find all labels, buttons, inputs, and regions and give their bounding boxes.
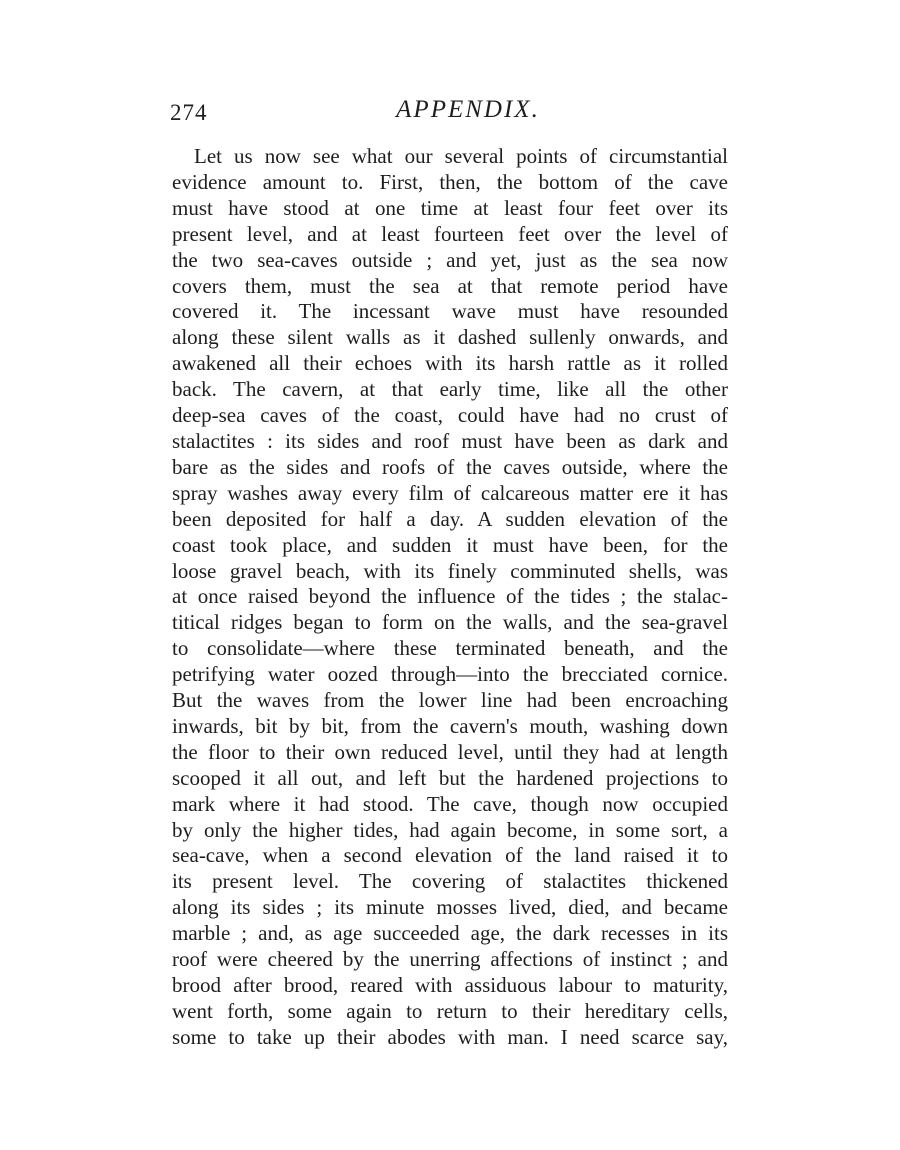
text-line: scooped it all out, and left but the hardened projections to [172, 765, 728, 790]
text-line: to consolidate—where these terminated beneath, and the [172, 636, 728, 661]
text-line: roof were cheered by the unerring affections of instinct ; and [172, 947, 728, 972]
text-line: mark where it had stood. The cave, though now occupied [172, 791, 728, 816]
text-line: inwards, bit by bit, from the cavern's mouth, washing down [172, 713, 728, 738]
text-line: some to take up their abodes with man. I need scarce say, [172, 1024, 728, 1049]
text-line: marble ; and, as age succeeded age, the dark recesses in its [172, 921, 728, 946]
text-line: titical ridges began to form on the walls, and the sea-gravel [172, 610, 728, 635]
text-line: brood after brood, reared with assiduous labour to maturity, [172, 973, 728, 997]
text-line: the two sea-caves outside ; and yet, just as the sea now [172, 247, 728, 272]
text-line: back. The cavern, at that early time, like all the other [172, 377, 728, 402]
text-line: stalactites : its sides and roof must have been as dark and [172, 428, 728, 453]
text-line: sea-cave, when a second elevation of the land raised it to [172, 843, 728, 868]
text-line: along these silent walls as it dashed sullenly onwards, and [172, 325, 728, 350]
text-line: Let us now see what our several points of circumstantial [194, 144, 728, 168]
text-line: along its sides ; its minute mosses lived, died, and became [172, 895, 728, 920]
text-line: coast took place, and sudden it must have been, for the [172, 532, 728, 557]
running-title: APPENDIX. [396, 96, 540, 123]
text-line: bare as the sides and roofs of the caves outside, where the [172, 454, 728, 479]
text-line: by only the higher tides, had again become, in some sort, a [172, 817, 728, 842]
page-header [170, 96, 730, 132]
text-line: must have stood at one time at least four feet over its [172, 195, 728, 220]
text-line: its present level. The covering of stalactites thickened [172, 869, 728, 894]
text-line: spray washes away every film of calcareous matter ere it has [172, 480, 728, 505]
text-line: covered it. The incessant wave must have resounded [172, 299, 728, 324]
text-line: evidence amount to. First, then, the bottom of the cave [172, 169, 728, 194]
text-line: been deposited for half a day. A sudden elevation of the [172, 506, 728, 531]
text-line: went forth, some again to return to their hereditary cells, [172, 998, 728, 1023]
text-line: petrifying water oozed through—into the brecciated cornice. [172, 662, 728, 687]
text-line: deep-sea caves of the coast, could have had no crust of [172, 403, 728, 428]
text-line: the floor to their own reduced level, until they had at length [172, 739, 728, 764]
text-line: loose gravel beach, with its finely comminuted shells, was [172, 558, 728, 583]
text-line: at once raised beyond the influence of the tides ; the stalac- [172, 584, 728, 609]
text-line: present level, and at least fourteen feet over the level of [172, 221, 728, 246]
text-line: But the waves from the lower line had been encroaching [172, 688, 728, 713]
text-line: awakened all their echoes with its harsh rattle as it rolled [172, 351, 728, 376]
page-number: 274 [170, 100, 208, 125]
text-line: covers them, must the sea at that remote period have [172, 273, 728, 298]
body-paragraph [172, 144, 728, 1051]
